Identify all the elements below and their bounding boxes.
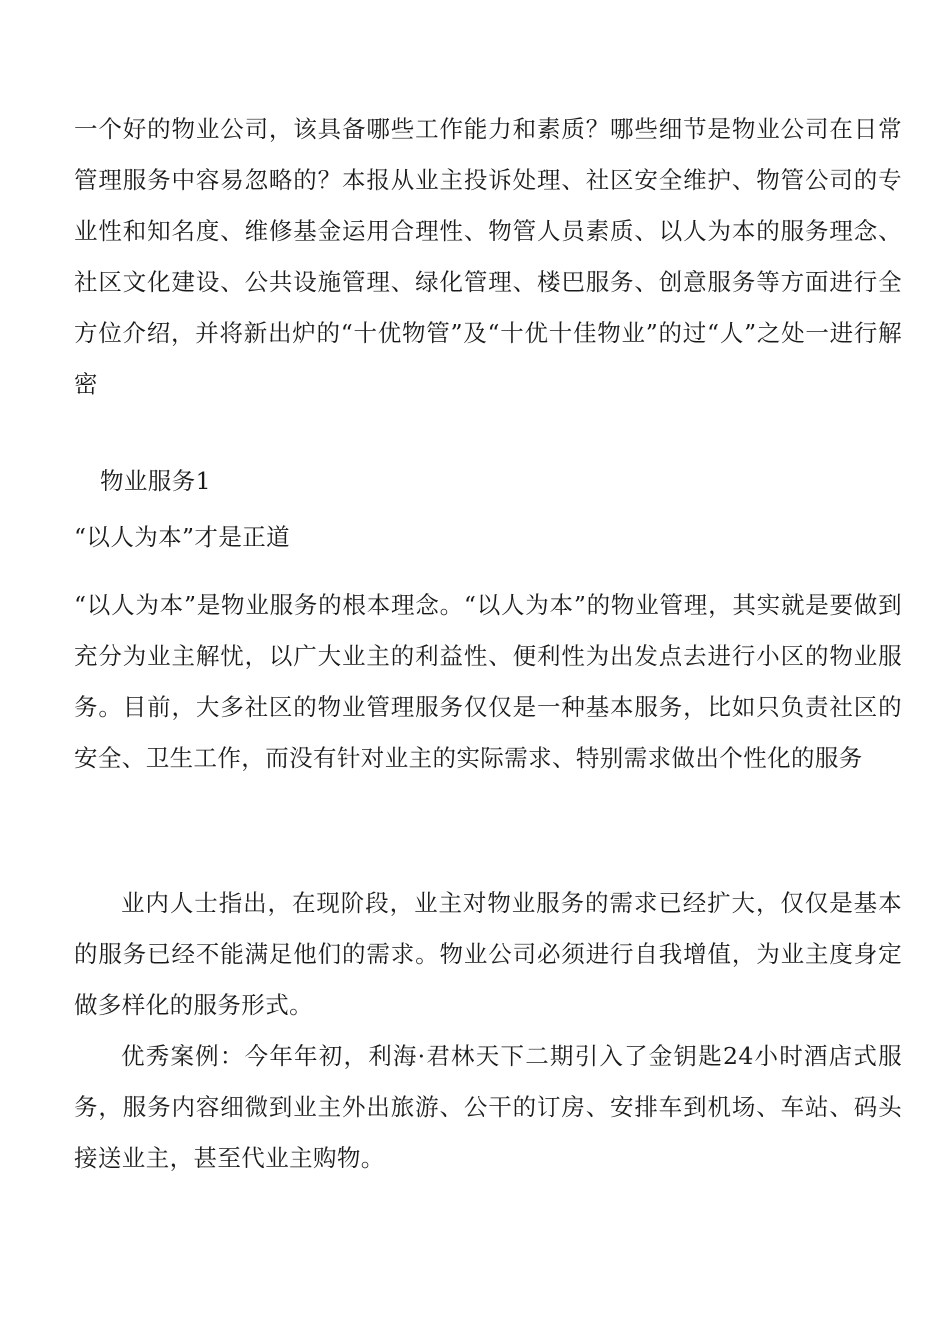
- section-heading: 物业服务1: [100, 467, 211, 495]
- intro-paragraph: 一个好的物业公司，该具备哪些工作能力和素质？哪些细节是物业公司在日常管理服务中容易忽略的？本报从业主投诉处理、社区安全维护、物管公司的专业性和知名度、维修基金运用合理性、物管人员素质、以人为本的服务理念、社区文化建设、公共设施管理、绿化管理、楼巴服务、创意服务等方面进行全方位介绍，并将新出炉的“十优物管”及“十优十佳物业”的过“人”之处一进行解密: [74, 115, 902, 398]
- section-subtitle: “以人为本”才是正道: [74, 523, 291, 551]
- body-paragraph-2: 业内人士指出，在现阶段，业主对物业服务的需求已经扩大，仅仅是基本的服务已经不能满足他们的需求。物业公司必须进行自我增值，为业主度身定做多样化的服务形式。: [74, 889, 902, 1019]
- body-paragraph-1: “以人为本”是物业服务的根本理念。“以人为本”的物业管理，其实就是要做到充分为业主解忧，以广大业主的利益性、便利性为出发点去进行小区的物业服务。目前，大多社区的物业管理服务仅仅是一种基本服务，比如只负责社区的安全、卫生工作，而没有针对业主的实际需求、特别需求做出个性化的服务: [74, 591, 902, 772]
- case-study-paragraph: 优秀案例：今年年初，利海·君林天下二期引入了金钥匙24小时酒店式服务，服务内容细微到业主外出旅游、公干的订房、安排车到机场、车站、码头接送业主，甚至代业主购物。: [74, 1042, 902, 1172]
